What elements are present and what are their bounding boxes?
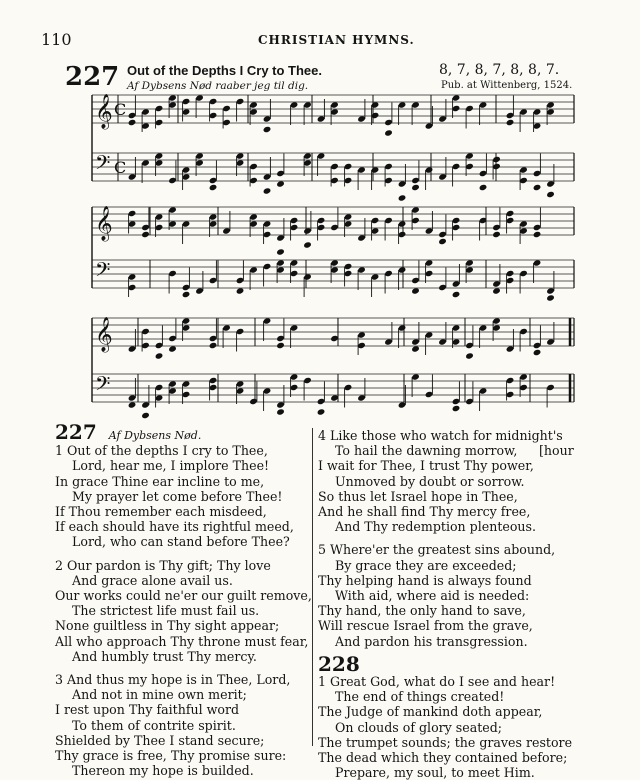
note-head [128,401,137,408]
verse-line: And pardon his transgression. [335,633,528,649]
verse-line: If Thou remember each misdeed, [55,504,267,520]
note-head [492,287,501,294]
note-head [533,231,542,238]
verse-line: The dead which they contained before; [318,750,568,766]
right-text-column [318,428,572,780]
column-divider [312,428,313,746]
hymn-228-number-text: 228 [318,651,360,676]
verse-line: To them of contrite spirit. [72,717,236,733]
verse-line: The trumpet sounds; the graves restore [318,734,573,750]
time-signature: C [114,158,127,177]
note-head [452,291,461,298]
verse-line: Thy hand, the only hand to save, [318,603,526,619]
verse-line: 2 Our pardon is Thy gift; Thy love [55,557,271,573]
note-head [452,405,461,412]
note-head [546,191,555,198]
treble-clef-icon: 𝄞 [95,94,113,129]
note-head [411,345,420,352]
note-head [546,294,555,301]
verse-line: 3 And thus my hope is in Thee, Lord, [55,672,291,688]
note-head [398,194,407,201]
note-head [155,352,164,359]
verse-line: None guiltless in Thy sight appear; [55,618,280,634]
note-head [384,129,393,136]
verse-line: Thereon my hope is builded. [72,763,254,779]
text-source-line [55,420,312,444]
hymn-number: 227 [65,62,120,92]
verse-line: The Judge of mankind doth appear, [318,704,543,720]
note-head [168,345,177,352]
note-head [533,184,542,191]
verse-line: I rest upon Thy faithful word [55,702,240,718]
verse-line: 1 Out of the depths I cry to Thee, [55,443,268,459]
verse-line: The strictest life must fail us. [72,603,260,619]
note-head [263,187,272,194]
verse-line: And humbly trust Thy mercy. [72,648,257,664]
verse-line: Thy helping hand is always found [318,572,532,588]
verse-line: The end of things created! [335,689,505,705]
note-head [317,408,326,415]
hymn-title: Out of the Depths I Cry to Thee. [127,63,323,78]
note-head [182,291,191,298]
verse-line: On clouds of glory seated; [335,719,503,735]
note-head [438,238,447,245]
treble-clef-icon: 𝄞 [95,317,113,352]
verse-line: Unmoved by doubt or sorrow. [335,473,525,489]
verse-line: If each should have its rightful meed, [55,519,294,535]
note-head [492,231,501,238]
note-head [411,184,420,191]
verse-line: 1 Great God, what do I see and hear! [318,674,556,690]
hymn-subtitle: Af Dybsens Nød raaber jeg til dig. [127,80,309,92]
text-source: Af Dybsens Nød. [108,429,202,442]
note-head [276,248,285,255]
verse-line: And he shall find Thy mercy free, [318,504,531,520]
verse-line: My prayer let come before Thee! [72,488,283,504]
verse-line: I wait for Thee, I trust Thy power, [318,458,534,474]
hymn-meter: 8, 7, 8, 7, 8, 8, 7. [439,62,560,78]
note-head [141,412,150,419]
verse-line-overflow: [hour [539,443,574,459]
verse-line: In grace Thine ear incline to me, [55,473,265,489]
verse-line: By grace they are exceeded; [335,557,517,573]
left-text-column [55,420,312,779]
page-number: 110 [41,30,72,49]
verse-line: 5 Where'er the greatest sins abound, [318,542,556,558]
note-head [465,352,474,359]
verse-line: And Thy redemption plenteous. [335,519,537,535]
note-head [128,119,137,126]
verse-line: Lord, who can stand before Thee? [72,534,290,550]
note-head [411,287,420,294]
hymn-228-number [318,651,572,676]
verse-line: All who approach Thy throne must fear, [55,633,309,649]
verse-line: Our works could ne'er our guilt remove, [55,588,312,604]
note-head [209,342,218,349]
verse-line: With aid, where aid is needed: [335,588,530,604]
verse-line: Prepare, my soul, to meet Him. [335,765,535,780]
bass-clef-icon: 𝄢 [95,258,111,286]
note-head [303,241,312,248]
hymn-text-number: 227 [55,420,97,444]
note-head [236,287,245,294]
note-head [533,349,542,356]
verse-line: And not in mine own merit; [72,687,247,703]
note-head [141,231,150,238]
running-title: CHRISTIAN HYMNS. [258,33,415,47]
note-head [276,180,285,187]
bass-clef-icon: 𝄢 [95,151,111,179]
note-head [276,408,285,415]
publication-note: Pub. at Wittenberg, 1524. [441,80,573,91]
note-head [276,342,285,349]
bass-clef-icon: 𝄢 [95,372,111,400]
verse-line: Thy grace is free, Thy promise sure: [55,748,287,764]
time-signature: C [114,100,127,119]
treble-clef-icon: 𝄞 [95,206,113,241]
verse-line: And grace alone avail us. [72,572,233,588]
verse-line: So thus let Israel hope in Thee, [318,488,518,504]
note-head [479,184,488,191]
note-head [263,126,272,133]
verse-line: Will rescue Israel from the grave, [318,618,533,634]
verse-line: 4 Like those who watch for midnight's [318,428,563,443]
verse-line: Shielded by Thee I stand secure; [55,732,265,748]
note-head [506,119,515,126]
note-head [209,184,218,191]
verse-line [318,443,572,458]
verse-line: Lord, hear me, I implore Thee! [72,458,270,474]
verse-line-text: To hail the dawning morrow, [335,443,518,459]
